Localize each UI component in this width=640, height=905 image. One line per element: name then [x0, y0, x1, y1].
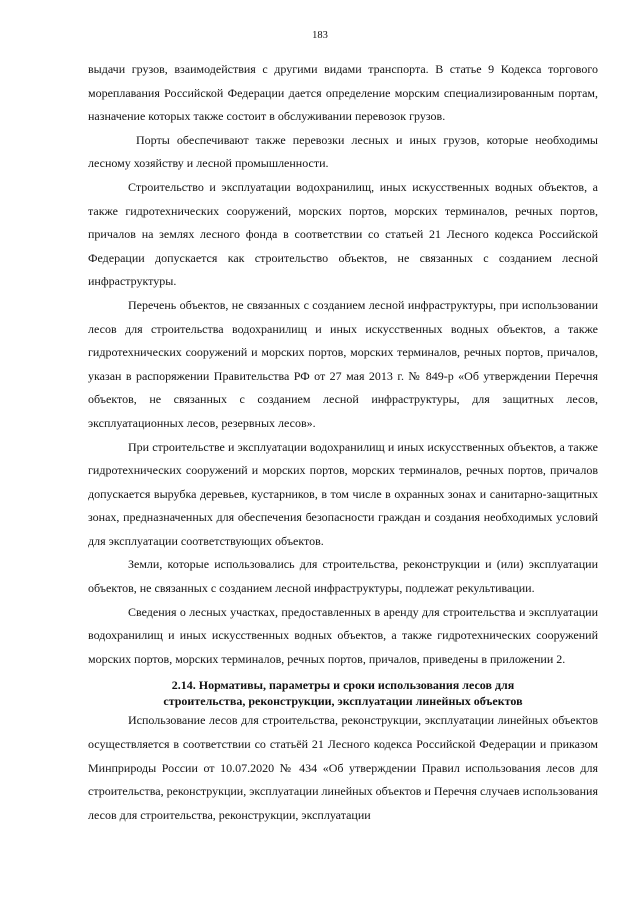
paragraph-2: Порты обеспечивают также перевозки лесных и иных грузов, которые необходимы лесному хозяйству и лесной промышленности. — [88, 132, 598, 171]
paragraph-7: Сведения о лесных участках, предоставленных в аренду для строительства и эксплуатации водохранилищ и иных искусственных водных объектов, а также гидротехнических сооружений морских портов, морских терминалов, речных портов, причалов, приведены в приложении 2. — [88, 604, 598, 666]
paragraph-1: выдачи грузов, взаимодействия с другими видами транспорта. В статье 9 Кодекса торгового мореплавания Российской Федерации дается определение морским специализированным портам, назначение которых также состоит в обслуживании перевозок грузов. — [88, 62, 598, 124]
paragraph-8: Использование лесов для строительства, реконструкции, эксплуатации линейных объектов осуществляется в соответствии со статьёй 21 Лесного кодекса Российской Федерации и приказом Минприроды России от 10.07.2020 № 434 «Об утверждении Правил использования лесов для строительства, реконструкции, эксплуатации линейных объектов и Перечня случаев использования лесов для строительства, реконструкции, эксплуатации — [88, 713, 598, 822]
page-body — [88, 58, 598, 827]
section-heading-line-2: строительства, реконструкции, эксплуатации линейных объектов — [163, 694, 523, 709]
paragraph-6: Земли, которые использовались для строительства, реконструкции и (или) эксплуатации объектов, не связанных с созданием лесной инфраструктуры, подлежат рекультивации. — [88, 557, 598, 596]
section-heading — [88, 677, 598, 709]
section-heading-line-1: 2.14. Нормативы, параметры и сроки использования лесов для — [171, 678, 515, 693]
page-number: 183 — [312, 30, 328, 41]
paragraph-3: Строительство и эксплуатации водохранилищ, иных искусственных водных объектов, а также гидротехнических сооружений, морских портов, морских терминалов, речных портов, причалов на землях лесного фонда в соответствии со статьей 21 Лесного кодекса Российской Федерации допускается как строительство объектов, не связанных с созданием лесной инфраструктуры. — [88, 179, 598, 289]
paragraph-4: Перечень объектов, не связанных с созданием лесной инфраструктуры, при использовании лесов для строительства водохранилищ и иных искусственных водных объектов, а также гидротехнических сооружений и морских портов, морских терминалов, речных портов, причалов, указан в распоряжении Правительства РФ от 27 мая 2013 г. № 849-р «Об утверждении Перечня объектов, не связанных с созданием лесной инфраструктуры, для защитных лесов, эксплуатационных лесов, резервных лесов». — [88, 297, 598, 430]
paragraph-5: При строительстве и эксплуатации водохранилищ и иных искусственных объектов, а также гидротехнических сооружений и морских портов, морских терминалов, речных портов, причалов допускается вырубка деревьев, кустарников, в том числе в охранных зонах и санитарно-защитных зонах, предназначенных для обеспечения безопасности граждан и создания необходимых условий для эксплуатации соответствующих объектов. — [88, 439, 598, 548]
